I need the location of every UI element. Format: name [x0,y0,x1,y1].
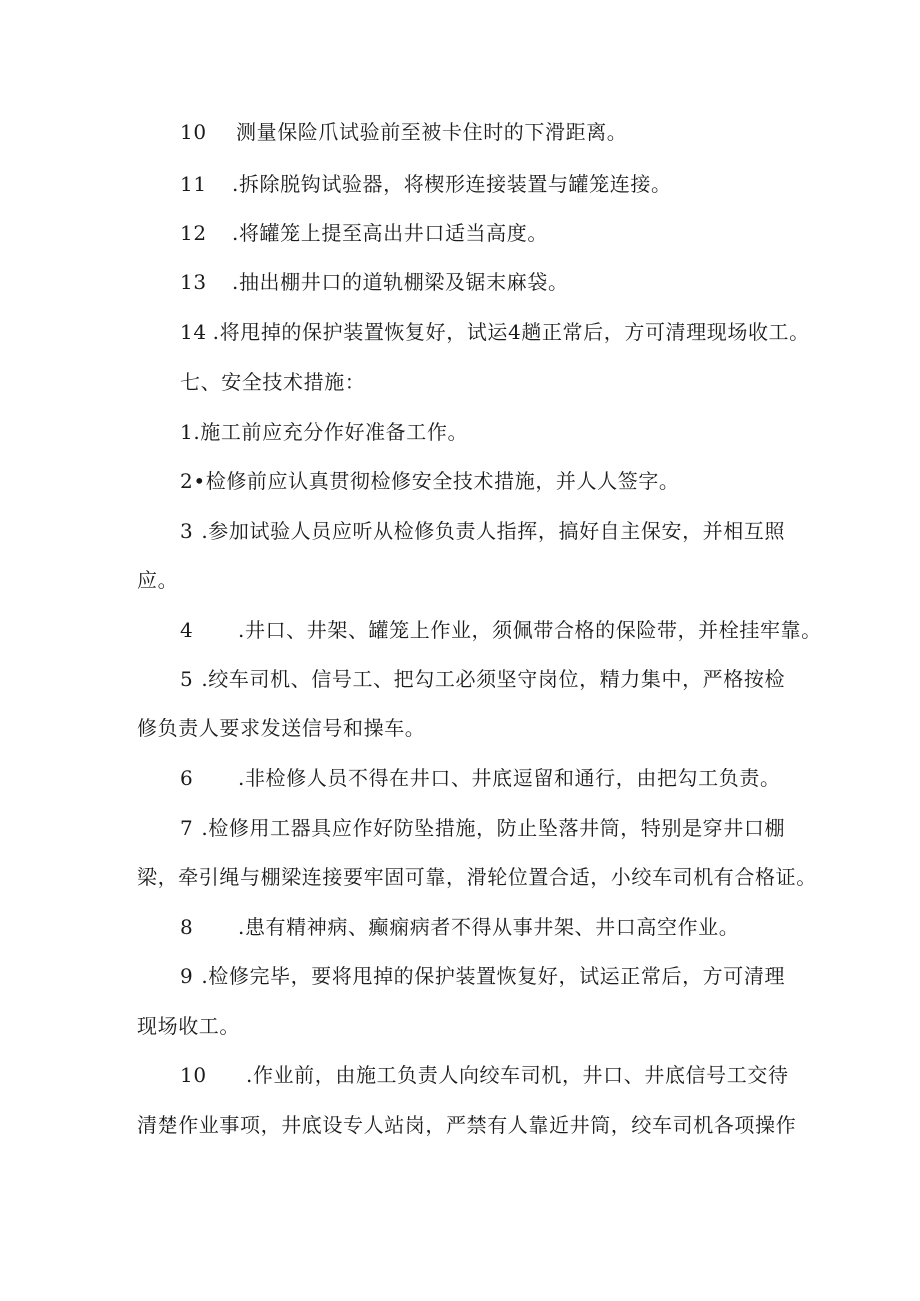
step-number: 11 [180,172,207,196]
measure-9 [0,962,920,990]
measure-number: 5 [180,667,194,691]
measure-7-continued: 梁，牵引绳与棚梁连接要牢固可靠，滑轮位置合适，小绞车司机有合格证。 [137,865,817,889]
step-number: 14 [180,320,207,344]
measure-3 [0,517,920,545]
measure-text: .检修用工器具应作好防坠措施，防止坠落井筒，特别是穿井口棚 [201,816,786,840]
section-heading: 七、安全技术措施： [180,370,366,394]
measure-3-continued: 应。 [137,568,179,592]
step-number: 12 [180,221,207,245]
measure-text: .绞车司机、信号工、把勾工必须坚守岗位，精力集中，严格按检 [201,667,786,691]
step-13 [0,268,920,296]
step-text: .将甩掉的保护装置恢复好，试运4趟正常后，方可清理现场收工。 [212,320,810,344]
measure-7 [0,814,920,842]
measure-number: 3 [180,519,194,543]
measure-5-continued: 修负责人要求发送信号和操车。 [137,716,426,740]
step-10 [0,118,920,146]
measure-text: .井口、井架、罐笼上作业，须佩带合格的保险带，并栓挂牢靠。 [238,618,822,642]
step-14 [0,318,920,346]
measure-1: 1.施工前应充分作好准备工作。 [180,420,469,444]
measure-number: 8 [180,915,194,939]
measure-text: .参加试验人员应听从检修负责人指挥，搞好自主保安，并相互照 [201,519,786,543]
measure-number: 4 [180,618,194,642]
step-text: .拆除脱钩试验器，将楔形连接装置与罐笼连接。 [232,172,672,196]
step-12 [0,219,920,247]
step-number: 13 [180,270,207,294]
measure-number: 9 [180,964,194,988]
measure-4 [0,616,920,644]
measure-10 [0,1061,920,1089]
step-text: .抽出棚井口的道轨棚梁及锯末麻袋。 [232,270,569,294]
measure-2: 2•检修前应认真贯彻检修安全技术措施，并人人签字。 [180,469,680,493]
measure-text: .作业前，由施工负责人向绞车司机，井口、井底信号工交待 [246,1063,789,1087]
step-text: 测量保险爪试验前至被卡住时的下滑距离。 [236,120,628,144]
measure-number: 6 [180,766,194,790]
measure-text: .患有精神病、癫痫病者不得从事井架、井口高空作业。 [238,915,740,939]
measure-9-continued: 现场收工。 [137,1014,240,1038]
measure-text: .非检修人员不得在井口、井底逗留和通行，由把勾工负责。 [238,766,781,790]
measure-10-continued: 清楚作业事项，井底设专人站岗，严禁有人靠近井筒，绞车司机各项操作 [137,1113,797,1137]
measure-6 [0,764,920,792]
measure-8 [0,913,920,941]
step-text: .将罐笼上提至高出井口适当高度。 [232,221,548,245]
measure-text: .检修完毕，要将甩掉的保护装置恢复好，试运正常后，方可清理 [201,964,786,988]
step-number: 10 [180,120,207,144]
step-11 [0,170,920,198]
measure-number: 7 [180,816,194,840]
measure-number: 10 [180,1063,207,1087]
measure-5 [0,665,920,693]
